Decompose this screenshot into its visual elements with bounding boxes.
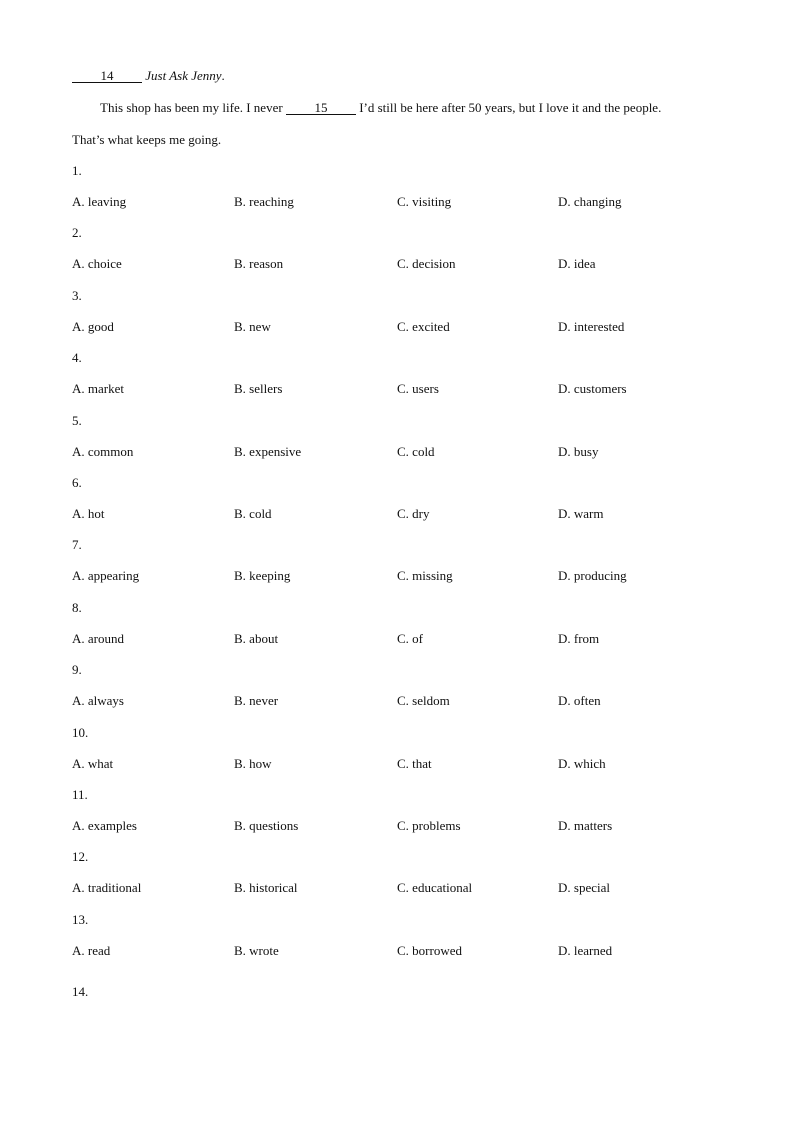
option-c: C. visiting	[397, 194, 452, 209]
question-number: 13.	[72, 912, 89, 927]
option-a: A. around	[72, 631, 124, 646]
option-b: B. never	[234, 693, 279, 708]
question-number-14: 14.	[72, 984, 89, 999]
option-d: D. matters	[558, 818, 613, 833]
option-c: C. that	[397, 756, 432, 771]
question-number: 10.	[72, 725, 89, 740]
option-b: B. how	[234, 756, 272, 771]
option-a: A. examples	[72, 818, 137, 833]
option-a: A. hot	[72, 506, 105, 521]
option-a: A. what	[72, 756, 114, 771]
option-b: B. historical	[234, 880, 298, 895]
option-d: D. customers	[558, 381, 627, 396]
option-b: B. questions	[234, 818, 299, 833]
option-d: D. often	[558, 693, 601, 708]
option-c: C. seldom	[397, 693, 450, 708]
option-b: B. reaching	[234, 194, 294, 209]
option-d: D. interested	[558, 319, 625, 334]
question-number: 5.	[72, 413, 82, 428]
paragraph-line-2	[72, 132, 221, 148]
article-title: Just Ask Jenny	[145, 68, 222, 83]
option-c: C. dry	[397, 506, 430, 521]
question-number: 11.	[72, 787, 88, 802]
option-d: D. from	[558, 631, 600, 646]
option-d: D. learned	[558, 943, 613, 958]
header-line	[72, 68, 225, 84]
option-d: D. which	[558, 756, 606, 771]
option-d: D. idea	[558, 256, 596, 271]
question-number: 3.	[72, 288, 82, 303]
option-b: B. reason	[234, 256, 284, 271]
option-a: A. appearing	[72, 568, 140, 583]
paragraph-text-3: That’s what keeps me going.	[72, 132, 222, 147]
option-b: B. keeping	[234, 568, 291, 583]
option-c: C. missing	[397, 568, 453, 583]
paragraph-text-2: I’d still be here after 50 years, but I love it and the people.	[359, 100, 662, 115]
option-a: A. traditional	[72, 880, 142, 895]
paragraph-text-1: This shop has been my life. I never	[100, 100, 283, 115]
option-c: C. educational	[397, 880, 473, 895]
blank-14: 14	[72, 69, 142, 83]
option-d: D. warm	[558, 506, 604, 521]
question-number: 2.	[72, 225, 82, 240]
option-a: A. common	[72, 444, 134, 459]
option-d: D. producing	[558, 568, 627, 583]
option-c: C. of	[397, 631, 423, 646]
option-b: B. sellers	[234, 381, 283, 396]
option-b: B. cold	[234, 506, 272, 521]
question-number: 9.	[72, 662, 82, 677]
option-c: C. cold	[397, 444, 435, 459]
option-c: C. excited	[397, 319, 450, 334]
title-period: .	[221, 68, 225, 83]
option-a: A. always	[72, 693, 124, 708]
option-c: C. problems	[397, 818, 461, 833]
blank-15: 15	[286, 101, 356, 115]
question-number: 12.	[72, 849, 89, 864]
option-a: A. market	[72, 381, 124, 396]
option-a: A. leaving	[72, 194, 127, 209]
option-d: D. special	[558, 880, 610, 895]
option-d: D. busy	[558, 444, 599, 459]
question-number: 1.	[72, 163, 82, 178]
question-number: 8.	[72, 600, 82, 615]
option-c: C. decision	[397, 256, 456, 271]
option-b: B. about	[234, 631, 279, 646]
option-b: B. wrote	[234, 943, 279, 958]
option-a: A. read	[72, 943, 111, 958]
option-c: C. users	[397, 381, 439, 396]
option-b: B. expensive	[234, 444, 302, 459]
question-number: 4.	[72, 350, 82, 365]
option-d: D. changing	[558, 194, 622, 209]
option-c: C. borrowed	[397, 943, 462, 958]
question-number: 6.	[72, 475, 82, 490]
question-number: 7.	[72, 537, 82, 552]
paragraph-line-1	[100, 100, 661, 116]
option-b: B. new	[234, 319, 271, 334]
option-a: A. choice	[72, 256, 122, 271]
option-a: A. good	[72, 319, 114, 334]
